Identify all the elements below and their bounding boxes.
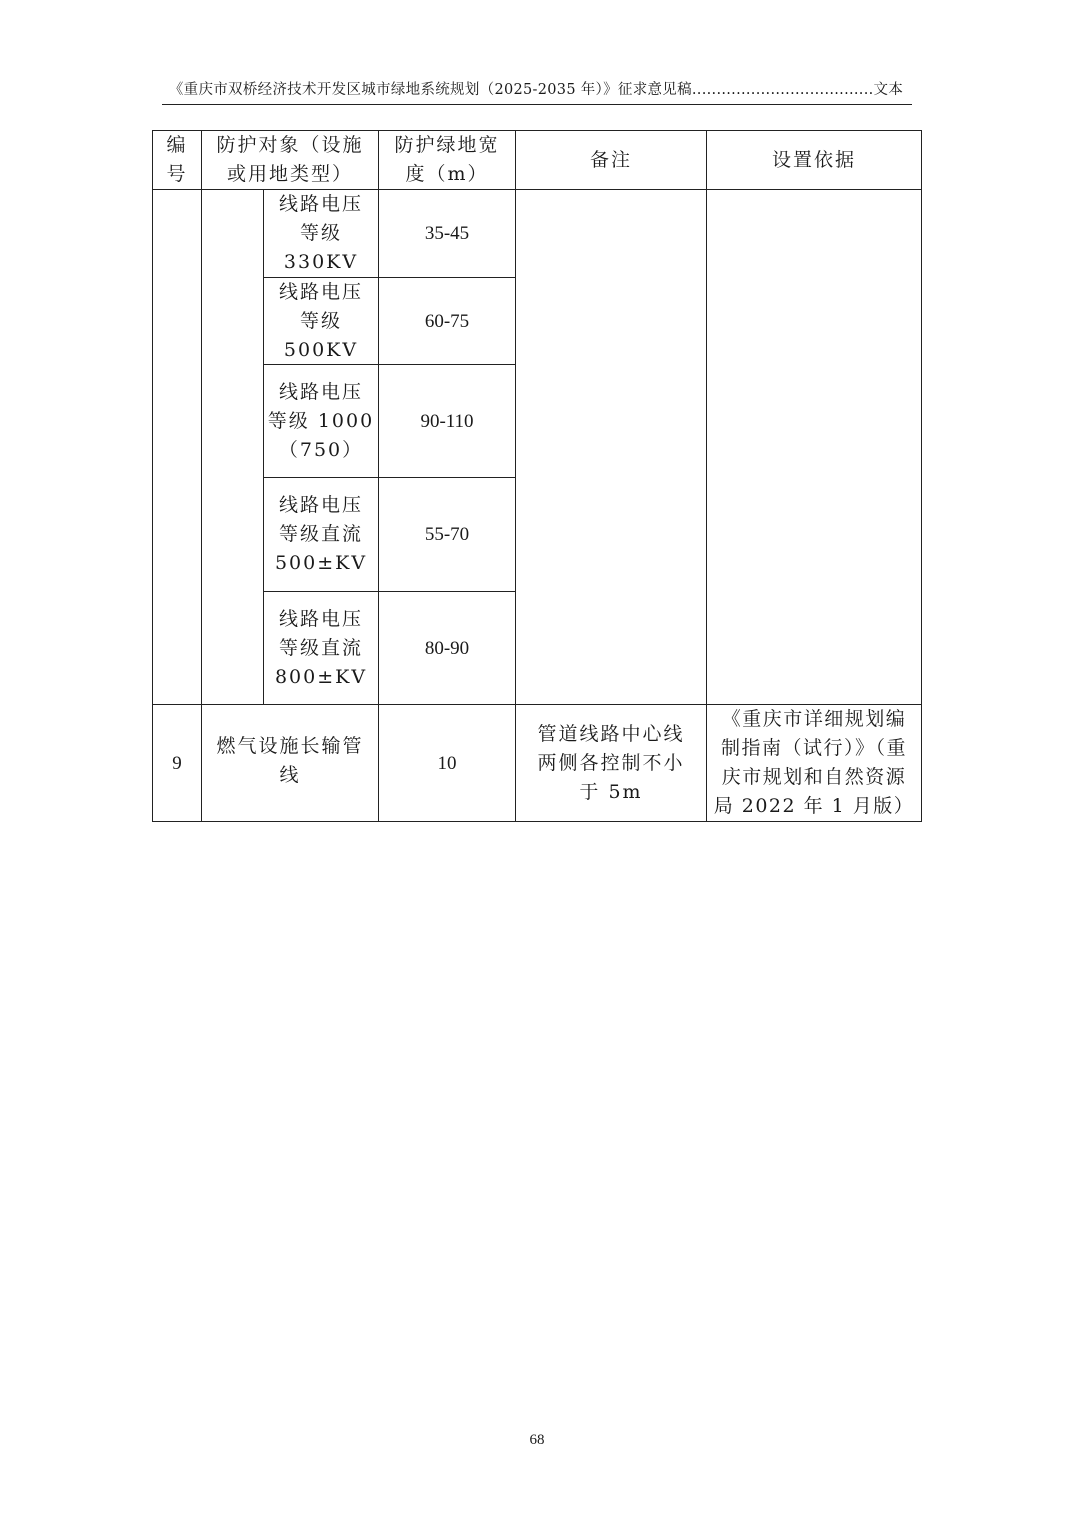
page-number: 68	[529, 1432, 545, 1448]
table-row-width: 60-75	[424, 310, 470, 332]
header-number: 编 号	[166, 134, 188, 185]
header-remarks: 备注	[589, 148, 632, 171]
header-protected-object: 防护对象（设施 或用地类型）	[216, 134, 364, 185]
table-row-width: 55-70	[424, 524, 470, 545]
header-basis: 设置依据	[771, 148, 856, 171]
page-header: 《重庆市双桥经济技术开发区城市绿地系统规划（2025-2035 年）》征求意见稿.....................................文本	[168, 82, 904, 98]
row9-width: 10	[437, 752, 457, 774]
table-row-object: 线路电压 等级直流 500±KV	[274, 494, 368, 574]
table-row-width: 80-90	[424, 637, 470, 659]
table-row-width: 90-110	[420, 410, 474, 432]
table-border-right	[921, 130, 922, 822]
table-border-bottom	[152, 821, 922, 822]
row9-object: 燃气设施长输管 线	[216, 735, 364, 786]
table-row-width: 35-45	[424, 223, 470, 244]
table-row-object: 线路电压 等级 1000 （750）	[267, 380, 375, 461]
table-row-object: 线路电压 等级 330KV	[278, 193, 363, 273]
row9-basis: 《重庆市详细规划编 制指南（试行）》（重 庆市规划和自然资源 局 2022 年 1 月版）	[713, 708, 915, 817]
header-greenbelt-width: 防护绿地宽 度（m）	[394, 134, 500, 185]
table-row-object: 线路电压 等级直流 800±KV	[274, 607, 368, 688]
row9-number: 9	[172, 752, 182, 774]
table-row-object: 线路电压 等级 500KV	[278, 280, 363, 361]
row9-remarks: 管道线路中心线 两侧各控制不小 于 5m	[537, 722, 685, 803]
